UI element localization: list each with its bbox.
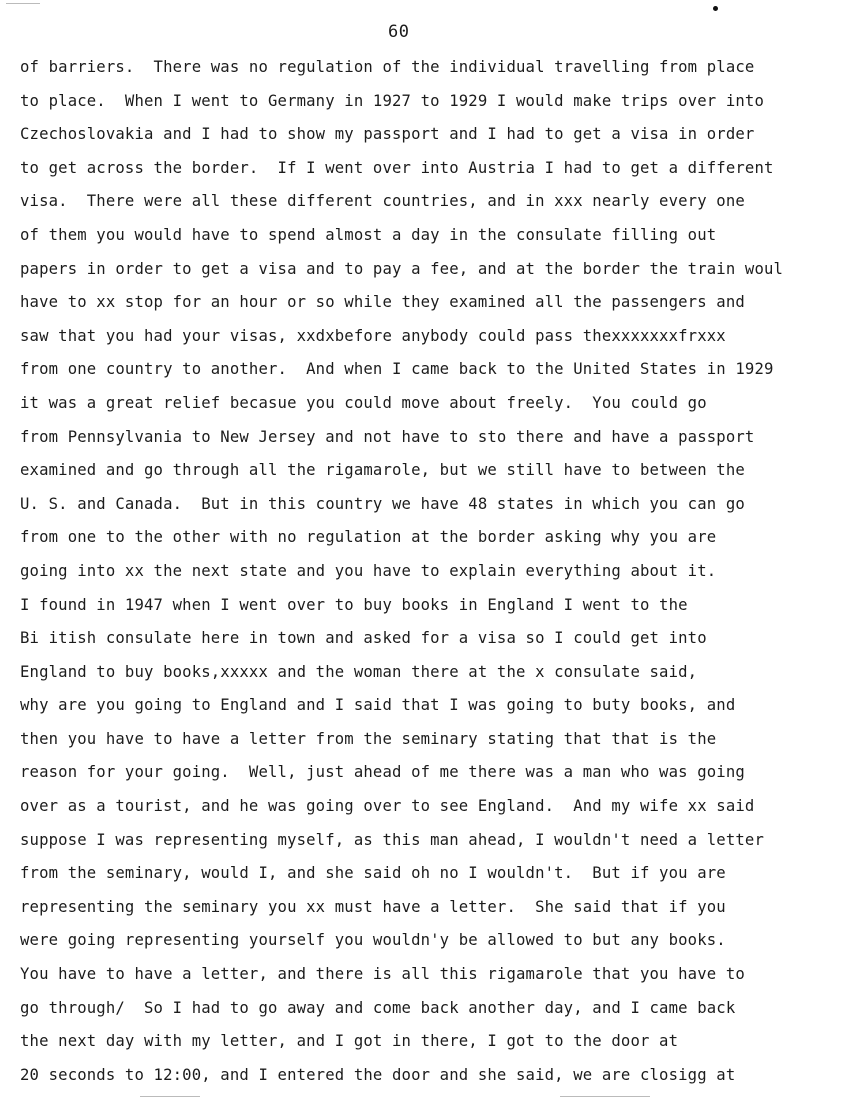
text-line: why are you going to England and I said that I was going to buty books, and: [20, 696, 736, 715]
page-number: 60: [388, 22, 410, 42]
text-line: examined and go through all the rigamarole, but we still have to between the: [20, 461, 745, 480]
text-line: reason for your going. Well, just ahead of me there was a man who was going: [20, 763, 745, 782]
text-line: papers in order to get a visa and to pay a fee, and at the border the train woul: [20, 259, 784, 278]
text-line: I found in 1947 when I went over to buy books in England I went to the: [20, 595, 688, 614]
text-line: England to buy books,xxxxx and the woman there at the x consulate said,: [20, 662, 698, 681]
typed-text-body: [20, 56, 783, 1097]
text-line: from Pennsylvania to New Jersey and not have to sto there and have a passport: [20, 427, 755, 446]
text-line: have to xx stop for an hour or so while they examined all the passengers and: [20, 293, 745, 312]
text-line: to get across the border. If I went over into Austria I had to get a different: [20, 158, 774, 177]
text-line: 20 seconds to 12:00, and I entered the door and she said, we are closigg at: [20, 1065, 736, 1084]
text-line: go through/ So I had to go away and come back another day, and I came back: [20, 998, 736, 1017]
text-line: to place. When I went to Germany in 1927 to 1929 I would make trips over into: [20, 91, 764, 110]
margin-dot-mark: [713, 6, 718, 11]
top-edge-mark: [6, 3, 40, 4]
text-line: from the seminary, would I, and she said oh no I wouldn't. But if you are: [20, 864, 726, 883]
text-line: over as a tourist, and he was going over to see England. And my wife xx said: [20, 797, 755, 816]
text-line: of barriers. There was no regulation of the individual travelling from place: [20, 58, 755, 76]
text-line: Bi itish consulate here in town and asked for a visa so I could get into: [20, 629, 707, 648]
text-line: U. S. and Canada. But in this country we have 48 states in which you can go: [20, 494, 745, 513]
text-line: then you have to have a letter from the seminary stating that that is the: [20, 729, 717, 748]
text-line: suppose I was representing myself, as this man ahead, I wouldn't need a letter: [20, 830, 764, 849]
text-line: going into xx the next state and you have to explain everything about it.: [20, 561, 717, 580]
text-line: visa. There were all these different countries, and in xxx nearly every one: [20, 192, 745, 211]
text-line: were going representing yourself you wouldn'y be allowed to but any books.: [20, 931, 726, 950]
text-line: You have to have a letter, and there is all this rigamarole that you have to: [20, 965, 745, 984]
text-line: representing the seminary you xx must have a letter. She said that if you: [20, 897, 726, 916]
text-line: the next day with my letter, and I got in there, I got to the door at: [20, 1032, 679, 1051]
text-line: from one to the other with no regulation at the border asking why you are: [20, 528, 717, 547]
text-line: it was a great relief becasue you could move about freely. You could go: [20, 393, 707, 412]
text-line: Czechoslovakia and I had to show my passport and I had to get a visa in order: [20, 125, 755, 144]
text-line: saw that you had your visas, xxdxbefore anybody could pass thexxxxxxxfrxxx: [20, 326, 726, 345]
text-line: of them you would have to spend almost a day in the consulate filling out: [20, 225, 717, 244]
text-line: from one country to another. And when I came back to the United States in 1929: [20, 360, 774, 379]
